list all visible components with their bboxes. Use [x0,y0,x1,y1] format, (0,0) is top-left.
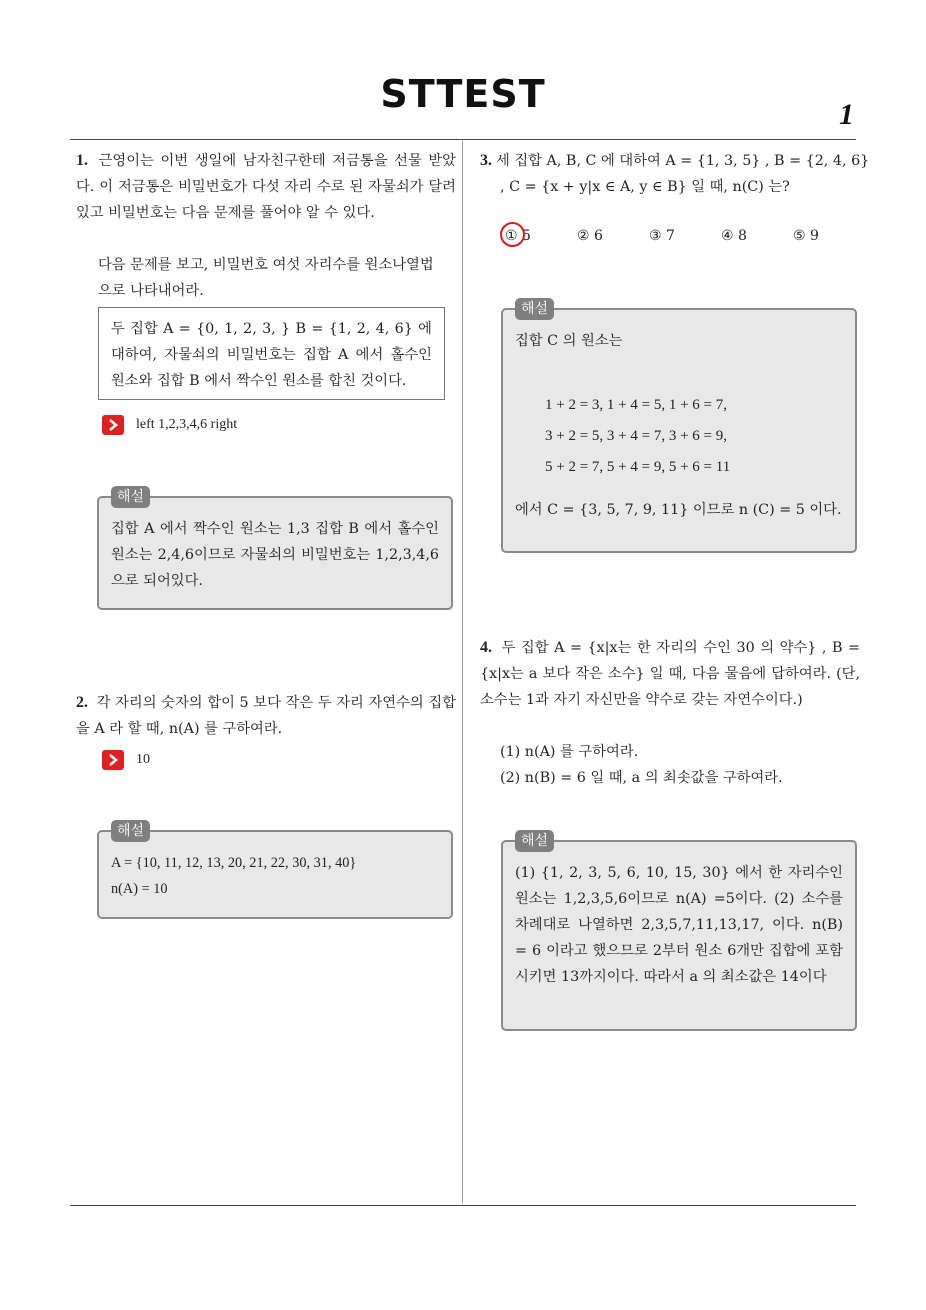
question-text: 두 집합 A = {x|x는 한 자리의 수인 30 의 약수} , B = {x|x는 a 보다 작은 소수} 일 때, 다음 물음에 답하여라. (단, 소수는 1과 자기 자신만을 약수로 갖는 자연수이다.) [480,640,861,708]
answer-text: 10 [136,752,150,767]
choice-5[interactable] [793,228,865,244]
question-1-instruction-line2: 으로 나타내어라. [98,283,204,299]
question-1 [76,148,456,226]
question-1-condition-box [98,307,445,400]
question-1-solution [97,489,453,610]
question-2-answer [102,750,150,770]
solution-label: 해설 [515,830,554,852]
choice-2[interactable] [577,228,649,244]
question-1-instruction-line1: 다음 문제를 보고, 비밀번호 여섯 자리수를 원소나열법 [98,257,434,273]
page-number: 1 [839,98,854,131]
question-line-1: 세 집합 A, B, C 에 대하여 A = {1, 3, 5} , B = {2, 4, 6} [496,153,870,169]
question-4-solution [501,833,857,1031]
question-2-solution [97,823,453,919]
question-number: 2. [76,694,88,711]
choice-label: ⑤ 9 [793,228,819,244]
question-text: 근영이는 이번 생일에 남자친구한테 저금통을 선물 받았다. 이 저금통은 비밀번호가 다섯 자리 수로 된 자물쇠가 달려있고 비밀번호는 다음 문제를 풀어야 알 수 있다. [76,153,456,221]
question-text: 각 자리의 숫자의 합이 5 보다 작은 두 자리 자연수의 집합을 A 라 할 때, n(A) 를 구하여라. [76,695,456,737]
choice-1[interactable] [505,228,577,244]
solution-conclusion: 에서 C = {3, 5, 7, 9, 11} 이므로 n (C) = 5 이다. [515,502,842,518]
question-number: 4. [480,639,492,656]
footer-rule [70,1205,856,1206]
choice-label: ④ 8 [721,228,747,244]
question-number: 1. [76,152,88,169]
choice-4[interactable] [721,228,793,244]
question-4-sub-1: (1) n(A) 를 구하여라. [500,744,639,760]
column-divider [462,141,463,1203]
question-4-sub-2: (2) n(B) = 6 일 때, a 의 최솟값을 구하여라. [500,770,783,786]
solution-equation-3: 5 + 2 = 7, 5 + 4 = 9, 5 + 6 = 11 [545,459,731,475]
choice-label: ② 6 [577,228,603,244]
solution-equation-1: 1 + 2 = 3, 1 + 4 = 5, 1 + 6 = 7, [545,397,728,413]
solution-equation-2: 3 + 2 = 5, 3 + 4 = 7, 3 + 6 = 9, [545,428,728,444]
condition-text: 두 집합 A = {0, 1, 2, 3, } B = {1, 2, 4, 6} 에 대하여, 자물쇠의 비밀번호는 집합 A 에서 홀수인 원소와 집합 B 에서 짝수인 원소를 합친 것이다. [111,321,432,389]
solution-label: 해설 [111,486,150,508]
question-3-solution [501,301,857,553]
solution-text: 집합 A 에서 짝수인 원소는 1,3 집합 B 에서 홀수인 원소는 2,4,6이므로 자물쇠의 비밀번호는 1,2,3,4,6 으로 되어있다. [111,521,439,589]
question-4 [480,635,860,713]
question-3 [480,148,870,200]
question-number: 3. [480,152,492,169]
chevron-right-icon [102,415,124,435]
solution-label: 해설 [515,298,554,320]
question-2 [76,690,456,742]
selected-circle-mark [500,222,525,247]
choice-label: ③ 7 [649,228,675,244]
question-1-answer [102,415,237,435]
page-title: STTEST [380,72,546,116]
solution-line-2: n(A) = 10 [111,881,168,897]
header-rule [70,139,856,140]
solution-text: (1) {1, 2, 3, 5, 6, 10, 15, 30} 에서 한 자리수인 원소는 1,2,3,5,6이므로 n(A) =5이다. (2) 소수를 차례대로 나열하면 2,3,5,7,11,13,17, 이다. n(B) = 6 이라고 했으므로 2부터 원소 6개만 집합에 포함시키면 13까지이다. 따라서 a 의 최소값은 14이다 [515,865,843,985]
solution-label: 해설 [111,820,150,842]
question-line-2: , C = {x + y|x ∈ A, y ∈ B} 일 때, n(C) 는? [500,179,790,195]
solution-line-1: A = {10, 11, 12, 13, 20, 21, 22, 30, 31, 40} [111,855,357,871]
chevron-right-icon [102,750,124,770]
choice-label: ① 5 [505,228,531,244]
choice-3[interactable] [649,228,721,244]
solution-intro: 집합 C 의 원소는 [515,333,623,349]
answer-text: left 1,2,3,4,6 right [136,417,238,432]
question-3-choices [505,228,865,244]
